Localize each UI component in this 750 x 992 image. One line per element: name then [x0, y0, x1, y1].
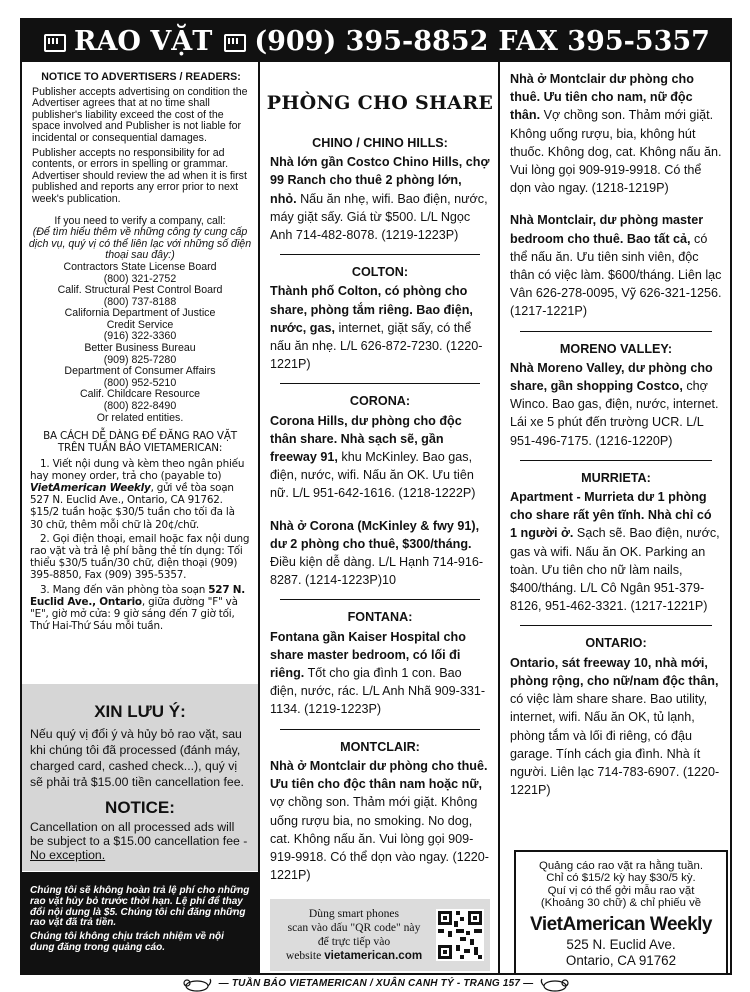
verify-line: Contractors State License Board [63, 260, 217, 273]
xin-luu-y-title: XIN LƯU Ý: [94, 702, 186, 721]
qr-code-icon[interactable] [436, 909, 484, 961]
banner-fax: FAX 395-5357 [498, 25, 710, 57]
notice-heading: NOTICE: [105, 798, 175, 817]
how-to-post-block [22, 430, 258, 632]
phone-icon [222, 30, 244, 52]
divider [520, 331, 712, 332]
cancellation-notice-box [22, 684, 258, 871]
verify-intro: If you need to verify a company, call: [54, 214, 226, 227]
verify-line: (800) 321-2752 [103, 272, 177, 285]
info-line: Quí vị có thể gởi mẫu rao vặt [547, 884, 695, 897]
liability-text: Chúng tôi không chịu trách nhiệm về nội dung đăng trong quảng cáo. [30, 931, 224, 953]
qr-promo-box [270, 899, 490, 971]
classified-ad [502, 340, 730, 450]
verify-line: (800) 737-8188 [103, 295, 177, 308]
banner-phone: (909) 395-8852 [254, 25, 489, 57]
classified-ad [262, 517, 498, 590]
verify-line: Credit Service [106, 318, 174, 331]
notice-paragraph: Publisher accepts no responsibility for ad contents, or errors in spelling or grammar. Advertiser should review the ad when it is first published and reports any error prior to next week's publication. [32, 146, 247, 205]
how-step-1: 1. Viết nội dung và kèm theo ngân phiếu hay money order, trả cho (payable to) VietAmerican Weekly, gửi về tòa soạn 527 N. Euclid Ave., Ontario, CA 91762. $15/2 tuần hoặc $30/5 tuần cho tối đa là 30 chữ, thêm mỗi chữ là 20¢/chữ. [30, 457, 245, 531]
middle-column [262, 62, 500, 973]
verify-line: (800) 952-5210 [103, 376, 177, 389]
verify-company-block [22, 216, 258, 425]
divider [280, 254, 480, 255]
ad-text: Nhà ở Montclair dư phòng cho thuê. Ưu tiên cho độc thân nam hoặc nữ, vợ chồng son. Thảm mới giặt. Không uống rượu bia, no smoking. No dog, cat. Không nấu ăn. Vui lòng gọi 909-919-9918. Có thể dọn vào ngay. (1220-1221P) [270, 758, 489, 883]
verify-line: (800) 822-8490 [103, 400, 177, 413]
ad-text: Nhà Montclair, dư phòng master bedroom cho thuê. Bao tất cả, có thể nấu ăn. Ưu tiên sinh viên, độc thân có việc làm. $600/tháng. Liên lạc Vân 626-278-0095, Vỹ 626-321-1256. (1217-1221P) [510, 213, 722, 319]
divider [280, 599, 480, 600]
classified-ad [502, 634, 730, 799]
ad-text: Nhà lớn gần Costco Chino Hills, chợ 99 Ranch cho thuê 2 phòng lớn, nhỏ. Nấu ăn nhẹ, wifi. Bao điện, nước, máy giặt sấy. Giá từ $500. L/L Ngọc Anh 714-482-8078. (1219-1223P) [270, 155, 490, 243]
header-banner [22, 20, 730, 62]
classified-ad [502, 70, 730, 197]
ad-text: Fontana gần Kaiser Hospital cho share master bedroom, có lối đi riêng. Tốt cho gia đình 1 con. Bao điện, nước, rác. L/L Anh Nhã 909-331-1134. (1219-1223P) [270, 629, 486, 717]
notice-title: NOTICE TO ADVERTISERS / READERS: [41, 71, 241, 83]
how-heading: BA CÁCH DỄ DÀNG ĐỂ ĐĂNG RAO VẶT TRÊN TUẦN BÁO VIETAMERICAN: [43, 430, 237, 455]
refund-policy-text: Chúng tôi sẽ không hoàn trả lệ phí cho những rao vặt hủy bỏ trước thời hạn. Lệ phí để thay đổi nội dung là $5. Chúng tôi chỉ đăng những rao vặt đã trả tiền. [30, 885, 250, 929]
classified-ad [502, 211, 730, 320]
brand-name: VietAmerican Weekly [529, 913, 712, 935]
ad-text: Corona Hills, dư phòng cho độc thân share. Nhà sạch sẽ, gần freeway 91, khu McKinley. Bao gas, điện, nước, wifi. Nấu ăn OK. Ưu tiên nữ. L/L 951-642-1616. (1218-1222P) [270, 413, 476, 501]
divider [520, 460, 712, 461]
ordering-info-box [514, 850, 728, 973]
verify-line: (909) 825-7280 [103, 353, 177, 366]
divider [280, 383, 480, 384]
address-line: 525 N. Euclid Ave. [566, 936, 676, 952]
divider [520, 625, 712, 626]
ad-text: Nhà ở Montclair dư phòng cho thuê. Ưu tiên cho nam, nữ độc thân. Vợ chồng son. Thảm mới giặt. Không uống rượu, bia, không hút thuốc. Không dog, cat. Không nấu ăn. Vui lòng gọi 909-919-9918. Có thể dọn vào ngay. (1218-1219P) [510, 72, 722, 196]
notice-to-advertisers [22, 62, 258, 206]
ad-text: Apartment - Murrieta dư 1 phòng cho share rất yên tĩnh. Nhà chỉ có 1 người ở. Sạch sẽ. Bao điện, nước, gas và wifi. Nấu ăn OK. Parking an toàn. Ưu tiên cho nữ làm nails, $400/tháng. L/L Cô Ngân 951-379-8126, 951-462-3321. (1217-1221P) [510, 490, 720, 614]
left-column [22, 62, 260, 973]
phone-icon [42, 30, 64, 52]
page-footer [20, 975, 732, 992]
mouse-icon [539, 976, 575, 992]
info-line: Chỉ có $15/2 kỳ hay $30/5 kỳ. [546, 872, 696, 885]
verify-line: Department of Consumer Affairs [64, 365, 216, 378]
classifieds-page [20, 18, 732, 975]
how-step-3: 3. Mang đến văn phòng tòa soạn 527 N. Euclid Ave., Ontario, giữa đường "F" và "E", giờ mở cửa: 9 giờ sáng đến 7 giờ tối, Thứ Hai-Thứ Sáu mỗi tuần. [30, 583, 246, 633]
verify-line: Or related entities. [96, 411, 184, 424]
xin-luu-y-text: Nếu quý vị đổi ý và hủy bỏ rao vặt, sau khi chúng tôi đã processed (đánh máy, charged card, cashed check...), quý vị sẽ phải trả $15.00 tiền cancellation fee. [30, 727, 244, 789]
refund-policy-box [22, 872, 258, 973]
classified-ad [262, 608, 498, 718]
ad-city: COLTON: [351, 265, 409, 280]
ad-text: Thành phố Colton, có phòng cho share, phòng tắm riêng. Bao điện, nước, gas, internet, giặt sấy, có thể nấu ăn nhẹ. L/L 626-872-7230. (1220-1221P) [270, 284, 483, 372]
divider [280, 729, 480, 730]
ad-text: Nhà ở Corona (McKinley & fwy 91), dư 2 phòng cho thuê, $300/tháng. Điều kiện dễ dàng. L/L Hạnh 714-916-8287. (1214-1223P)10 [270, 518, 484, 588]
right-column [502, 62, 730, 973]
verify-line: Calif. Structural Pest Control Board [57, 284, 223, 297]
ad-city: FONTANA: [347, 610, 413, 625]
classified-ad [262, 134, 498, 244]
banner-title: RAO VẶT [74, 25, 213, 57]
ad-text: Ontario, sát freeway 10, nhà mới, phòng rộng, cho nữ/nam độc thân, có việc làm share share. Bao utility, internet, wifi. Nấu ăn OK, tủ lạnh, phòng tắm và lối đi riêng, có đậu garage. Tính cách gia đình. Nhà ít người. Liên lạc 714-783-6907. (1220-1221P) [510, 655, 720, 798]
verify-vietnamese: (Để tìm hiểu thêm về những công ty cung cấp dịch vụ, quý vị có thể liên lạc với những số điện thoại sau đây:) [28, 226, 252, 262]
verify-line: Better Business Bureau [84, 342, 196, 355]
classified-ad [262, 263, 498, 373]
verify-line: California Department of Justice [64, 307, 216, 320]
ad-city: MORENO VALLEY: [559, 341, 673, 356]
verify-line: Calif. Childcare Resource [79, 388, 201, 401]
mouse-icon [177, 976, 213, 992]
notice-text: Cancellation on all processed ads will be subject to a $15.00 cancellation fee - No exception. [30, 820, 248, 862]
classified-ad [262, 392, 498, 502]
how-step-2: 2. Gọi điện thoại, email hoặc fax nội dung rao vặt và trả lệ phí bằng thẻ tín dụng: Tối thiểu $30/5 tuần/30 chữ, điện thoại (909) 395-8850, Fax (909) 395-5357. [30, 532, 250, 582]
ad-city: CHINO / CHINO HILLS: [312, 136, 448, 150]
ad-text: Nhà Moreno Valley, dư phòng cho share, gần shopping Costco, chợ Winco. Bao gas, điện, nước, internet. Lái xe 5 phút đến trường UCR. L/L 951-496-7175. (1216-1220P) [510, 360, 719, 448]
verify-line: (916) 322-3360 [103, 330, 177, 343]
info-line: Quảng cáo rao vặt ra hằng tuần. [538, 860, 703, 872]
website-link[interactable]: vietamerican.com [324, 949, 423, 962]
ad-city: MURRIETA: [581, 470, 651, 485]
ad-city: CORONA: [349, 394, 411, 409]
ad-city: MONTCLAIR: [340, 739, 420, 754]
ad-city: ONTARIO: [585, 636, 647, 651]
footer-text: — TUẦN BÁO VIETAMERICAN / XUÂN CANH TÝ - TRANG 157 — [218, 978, 534, 989]
qr-promo-text: Dùng smart phones scan vào dấu "QR code" này để trực tiếp vào website vietamerican.com [285, 907, 423, 962]
section-title: PHÒNG CHO SHARE [266, 92, 494, 114]
classified-ad [502, 469, 730, 616]
info-line: (Khoảng 30 chữ) & chỉ phiếu về [540, 897, 702, 910]
address-line: Ontario, CA 91762 [565, 952, 677, 968]
classified-ad [262, 738, 498, 885]
notice-paragraph: Publisher accepts advertising on condition the Advertiser agrees that at no time shall publisher's liability exceed the cost of the space involved and Publisher is not liable for incidental or consequential damages. [32, 85, 248, 144]
